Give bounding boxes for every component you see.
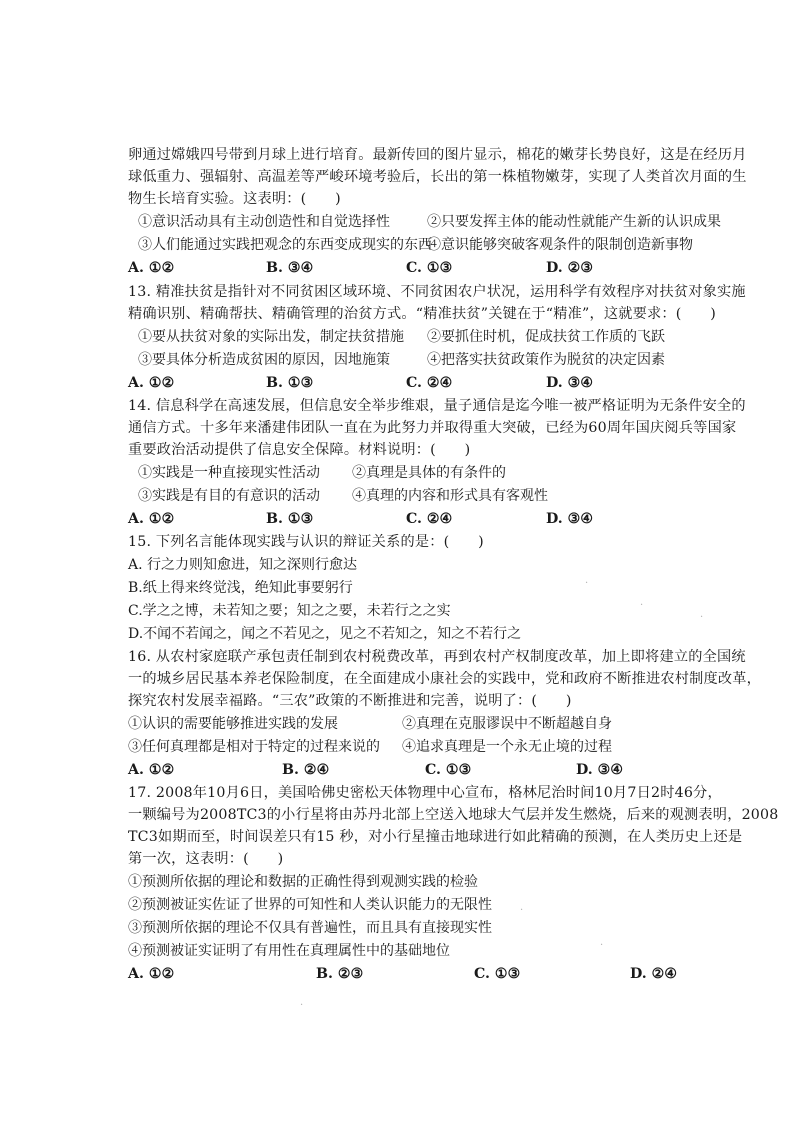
q17-option-b: B. ②③ [316, 966, 364, 982]
q17-choice-4: ④预测被证实证明了有用性在真理属性中的基础地位 [128, 943, 450, 959]
q13-choice-4: ④把落实扶贫政策作为脱贫的决定因素 [427, 352, 665, 368]
q13-option-a: A. ①② [128, 375, 175, 391]
q12-option-b: B. ③④ [266, 260, 314, 276]
q16-choice-4: ④追求真理是一个永无止境的过程 [402, 739, 612, 755]
q12-line-3: 物生长培育实验。这表明：( ) [128, 191, 341, 207]
q14-choice-4: ④真理的内容和形式具有客观性 [352, 488, 548, 504]
q14-option-d: D. ③④ [546, 511, 594, 527]
q12-choice-2: ②只要发挥主体的能动性就能产生新的认识成果 [427, 214, 721, 230]
scan-speck: · [640, 600, 644, 611]
q17-choice-1: ①预测所依据的理论和数据的正确性得到观测实践的检验 [128, 874, 478, 890]
scan-speck: · [585, 578, 589, 589]
q14-option-a: A. ①② [128, 511, 175, 527]
q17-option-d: D. ②④ [630, 966, 678, 982]
q17-line-1: 17. 2008年10月6日，美国哈佛史密松天体物理中心宣布，格林尼治时间10月7日2时46分， [128, 785, 722, 801]
q12-option-d: D. ②③ [546, 260, 594, 276]
q12-choice-4: ④意识能够突破客观条件的限制创造新事物 [427, 237, 693, 253]
q12-option-a: A. ①② [128, 260, 175, 276]
q16-option-c: C. ①③ [425, 762, 472, 778]
q15-line-1: 15. 下列名言能体现实践与认识的辩证关系的是：( ) [128, 534, 484, 550]
q14-choice-2: ②真理是具体的有条件的 [352, 465, 506, 481]
q17-line-4: 第一次，这表明：( ) [128, 851, 284, 867]
q16-line-1: 16. 从农村家庭联产承包责任制到农村税费改革，再到农村产权制度改革，加上即将建立的全国统 [128, 649, 746, 665]
q16-option-a: A. ①② [128, 762, 175, 778]
scan-speck: · [700, 612, 704, 623]
q12-line-2: 球低重力、强辐射、高温差等严峻环境考验后，长出的第一株植物嫩芽，实现了人类首次月面的生 [128, 169, 747, 185]
q13-choice-3: ③要具体分析造成贫困的原因，因地施策 [138, 352, 390, 368]
q17-choice-3: ③预测所依据的理论不仅具有普遍性，而且具有直接现实性 [128, 920, 492, 936]
q16-choice-1: ①认识的需要能够推进实践的发展 [128, 716, 338, 732]
q15-option-a: A. 行之力则知愈进，知之深则行愈达 [128, 557, 358, 573]
q12-line-1: 卵通过嫦娥四号带到月球上进行培育。最新传回的图片显示，棉花的嫩芽长势良好，这是在经历月 [128, 147, 747, 163]
q13-option-b: B. ①③ [266, 375, 314, 391]
scan-speck: · [520, 905, 524, 916]
q17-line-3: TC3如期而至，时间误差只有15 秒，对小行星撞击地球进行如此精确的预测，在人类历史上还是 [128, 829, 743, 845]
q14-option-b: B. ①③ [266, 511, 314, 527]
scan-speck: · [300, 1000, 304, 1011]
q17-line-2: 一颗编号为2008TC3的小行星将由苏丹北部上空送入地球大气层并发生燃烧，后来的观测表明，2008 [128, 807, 779, 823]
q12-choice-3: ③人们能通过实践把观念的东西变成现实的东西 [138, 237, 432, 253]
q14-line-2: 通信方式。十多年来潘建伟团队一直在为此努力并取得重大突破，已经为60周年国庆阅兵等国家 [128, 420, 737, 436]
q14-line-3: 重要政治活动提供了信息安全保障。材料说明：( ) [128, 442, 471, 458]
q13-line-2: 精确识别、精确帮扶、精确管理的治贫方式。“精准扶贫”关键在于“精准”，这就要求：( ) [128, 306, 717, 322]
q15-option-d: D.不闻不若闻之，闻之不若见之，见之不若知之，知之不若行之 [128, 626, 522, 642]
q14-option-c: C. ②④ [406, 511, 453, 527]
q14-choice-3: ③实践是有目的有意识的活动 [138, 488, 320, 504]
q17-option-c: C. ①③ [474, 966, 521, 982]
q16-line-2: 一的城乡居民基本养老保险制度，在全面建成小康社会的实践中，党和政府不断推进农村制度改革， [128, 671, 762, 687]
q15-option-c: C.学之之博，未若知之要；知之之要，未若行之之实 [128, 603, 451, 619]
q13-choice-2: ②要抓住时机，促成扶贫工作质的飞跃 [427, 329, 665, 345]
q13-choice-1: ①要从扶贫对象的实际出发，制定扶贫措施 [138, 329, 404, 345]
q17-option-a: A. ①② [128, 966, 175, 982]
q16-option-b: B. ②④ [282, 762, 330, 778]
scan-speck: · [600, 940, 604, 951]
q17-choice-2: ②预测被证实佐证了世界的可知性和人类认识能力的无限性 [128, 897, 492, 913]
q16-choice-3: ③任何真理都是相对于特定的过程来说的 [128, 739, 380, 755]
q14-choice-1: ①实践是一种直接现实性活动 [138, 465, 320, 481]
q13-option-d: D. ③④ [546, 375, 594, 391]
q12-option-c: C. ①③ [406, 260, 453, 276]
q12-choice-1: ①意识活动具有主动创造性和自觉选择性 [138, 214, 390, 230]
q16-choice-2: ②真理在克服谬误中不断超越自身 [402, 716, 612, 732]
q16-option-d: D. ③④ [576, 762, 624, 778]
q13-line-1: 13. 精准扶贫是指针对不同贫困区域环境、不同贫困农户状况，运用科学有效程序对扶贫对象实施 [128, 284, 746, 300]
q14-line-1: 14. 信息科学在高速发展，但信息安全举步维艰，量子通信是迄今唯一被严格证明为无条件安全的 [128, 398, 746, 414]
q16-line-3: 探究农村发展幸福路。“三农”政策的不断推进和完善，说明了：( ) [128, 693, 572, 709]
q13-option-c: C. ②④ [406, 375, 453, 391]
q15-option-b: B.纸上得来终觉浅，绝知此事要躬行 [128, 580, 353, 596]
